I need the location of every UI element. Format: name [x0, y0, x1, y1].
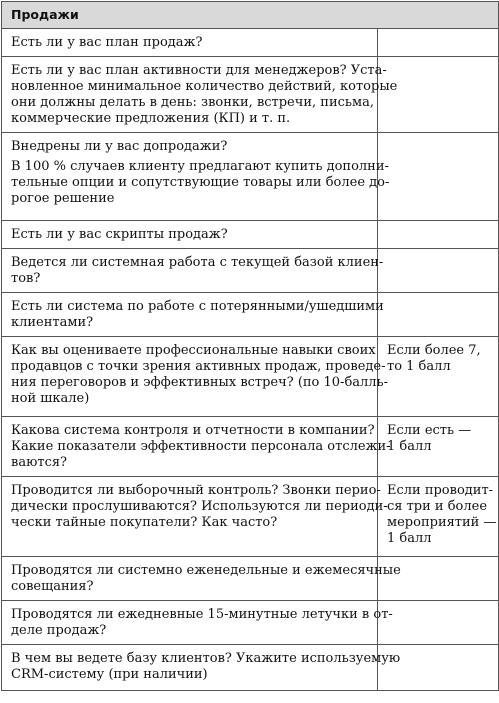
table-body: [2, 2, 499, 691]
question-line: ной шкале): [11, 391, 90, 406]
question-cell: [2, 645, 401, 691]
score-cell: [378, 337, 499, 417]
score-line: Если есть —: [387, 423, 472, 438]
score-cell: [378, 417, 499, 477]
question-cell: [2, 133, 390, 221]
question-line: Какова система контроля и отчетности в компании?: [11, 423, 375, 438]
question-line: Проводятся ли системно еженедельные и ежемесячные: [11, 563, 401, 578]
note-line: тельные опции и сопутствующие товары или более до-: [11, 175, 390, 190]
question-line: клиентами?: [11, 315, 94, 330]
score-line: Если более 7,: [387, 343, 481, 358]
score-line: Если проводит-: [387, 483, 494, 498]
question-line: CRM-систему (при наличии): [11, 667, 208, 682]
question-line: тов?: [11, 271, 41, 286]
checklist-row: [2, 249, 499, 293]
score-cell: [378, 221, 499, 249]
question-line: ния переговоров и эффективных встреч? (по 10-балль-: [11, 375, 389, 390]
question-cell: [2, 601, 393, 645]
score-line: 1 балл: [387, 531, 432, 546]
question-line: Внедрены ли у вас допродажи?: [11, 139, 228, 154]
note-line: В 100 % случаев клиенту предлагают купить дополни-: [11, 159, 389, 174]
question-line: они должны делать в день: звонки, встречи, письма,: [11, 95, 374, 110]
question-line: дически прослушиваются? Используются ли периоди-: [11, 499, 388, 514]
question-line: деле продаж?: [11, 623, 107, 638]
score-line: ся три и более: [387, 499, 488, 514]
question-line: совещания?: [11, 579, 94, 594]
sales-checklist-table: [1, 1, 499, 691]
question-cell: [2, 293, 384, 337]
question-cell: [2, 221, 378, 249]
score-cell: [378, 601, 499, 645]
question-line: В чем вы ведете базу клиентов? Укажите используемую: [11, 651, 401, 666]
checklist-row: [2, 477, 499, 557]
checklist-row: [2, 417, 499, 477]
question-line: Ведется ли системная работа с текущей базой клиен-: [11, 255, 384, 270]
score-line: мероприятий —: [387, 515, 497, 530]
checklist-row: [2, 601, 499, 645]
checklist-row: [2, 133, 499, 221]
question-line: чески тайные покупатели? Как часто?: [11, 515, 278, 530]
score-cell: [378, 477, 499, 557]
score-cell: [378, 133, 499, 221]
score-cell: [378, 293, 499, 337]
checklist-row: [2, 557, 499, 601]
score-line: то 1 балл: [387, 359, 451, 374]
checklist-row: [2, 221, 499, 249]
question-cell: [2, 477, 388, 557]
question-cell: [2, 557, 401, 601]
question-line: Есть ли у вас план активности для менеджеров? Уста-: [11, 63, 387, 78]
question-line: Какие показатели эффективности персонала отслежи-: [11, 439, 391, 454]
section-header-row: [2, 2, 499, 29]
question-line: Есть ли система по работе с потерянными/ушедшими: [11, 299, 384, 314]
question-line: ваются?: [11, 455, 68, 470]
score-cell: [378, 29, 499, 57]
question-line: новленное минимальное количество действий, которые: [11, 79, 398, 94]
checklist-row: [2, 293, 499, 337]
question-cell: [2, 337, 389, 417]
score-cell: [378, 249, 499, 293]
checklist-row: [2, 57, 499, 133]
question-cell: [2, 29, 378, 57]
section-title: Продажи: [2, 2, 499, 29]
question-line: продавцов с точки зрения активных продаж, проведе-: [11, 359, 386, 374]
question-cell: [2, 417, 391, 477]
score-line: 1 балл: [387, 439, 432, 454]
question-line: коммерческие предложения (КП) и т. п.: [11, 111, 291, 126]
question-cell: [2, 249, 384, 293]
checklist-row: [2, 29, 499, 57]
question-line: Есть ли у вас план продаж?: [11, 35, 203, 50]
score-cell: [378, 57, 499, 133]
question-line: Проводится ли выборочный контроль? Звонки перио-: [11, 483, 381, 498]
question-line: Есть ли у вас скрипты продаж?: [11, 227, 228, 242]
checklist-row: [2, 645, 499, 691]
note-line: рогое решение: [11, 191, 115, 206]
checklist-row: [2, 337, 499, 417]
question-cell: [2, 57, 398, 133]
question-line: Проводятся ли ежедневные 15-минутные летучки в от-: [11, 607, 393, 622]
question-line: Как вы оцениваете профессиональные навыки своих: [11, 343, 376, 358]
